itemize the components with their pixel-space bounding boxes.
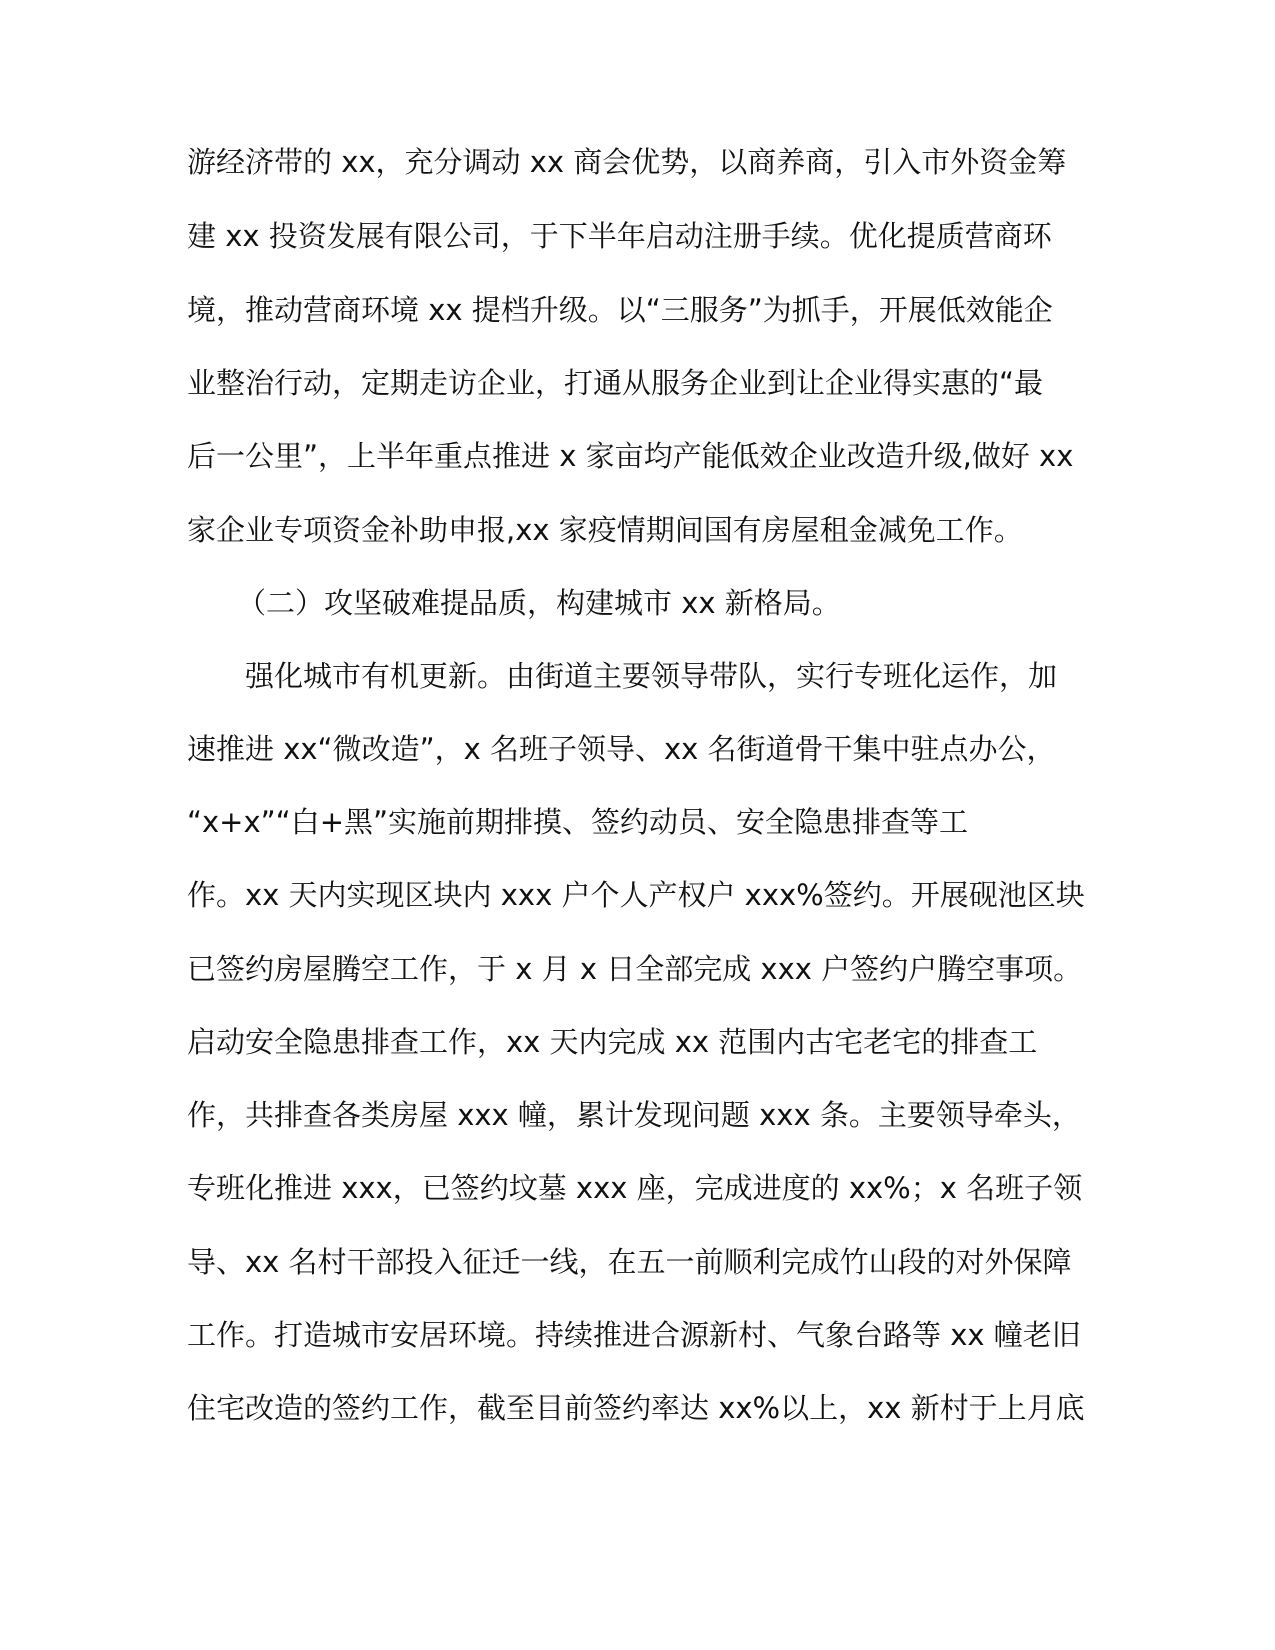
text-line-11: 作。xx 天内实现区块内 xxx 户个人产权户 xxx%签约。开展砚池区块 [187,878,1085,912]
text-line-2: 建 xx 投资发展有限公司，于下半年启动注册手续。优化提质营商环 [187,219,1052,253]
text-line-6: 家企业专项资金补助申报,xx 家疫情期间国有房屋租金减免工作。 [187,513,1023,547]
text-line-10: “x+x”“白+黑”实施前期排摸、签约动员、安全隐患排查等工 [187,805,969,839]
text-line-14: 作，共排查各类房屋 xxx 幢，累计发现问题 xxx 条。主要领导牵头， [187,1098,1081,1132]
text-line-18: 住宅改造的签约工作，截至目前签约率达 xx%以上，xx 新村于上月底 [187,1391,1085,1425]
text-line-16: 导、xx 名村干部投入征迁一线，在五一前顺利完成竹山段的对外保障 [187,1245,1072,1279]
text-line-9: 速推进 xx“微改造”，x 名班子领导、xx 名街道骨干集中驻点办公， [187,732,1056,766]
text-line-8: 强化城市有机更新。由街道主要领导带队，实行专班化运作，加 [245,659,1058,693]
text-line-13: 启动安全隐患排查工作，xx 天内完成 xx 范围内古宅老宅的排查工 [187,1025,1038,1059]
text-line-1: 游经济带的 xx，充分调动 xx 商会优势，以商养商，引入市外资金筹 [187,145,1067,179]
text-line-3: 境，推动营商环境 xx 提档升级。以“三服务”为抓手，开展低效能企 [187,293,1053,327]
text-line-4: 业整治行动，定期走访企业，打通从服务企业到让企业得实惠的“最 [187,366,1044,400]
text-line-12: 已签约房屋腾空工作，于 x 月 x 日全部完成 xxx 户签约户腾空事项。 [187,952,1083,986]
text-line-17: 工作。打造城市安居环境。持续推进合源新村、气象台路等 xx 幢老旧 [187,1318,1081,1352]
section-heading: （二）攻坚破难提品质，构建城市 xx 新格局。 [237,586,841,620]
text-line-5: 后一公里”，上半年重点推进 x 家亩均产能低效企业改造升级,做好 xx [187,439,1074,473]
text-line-15: 专班化推进 xxx，已签约坟墓 xxx 座，完成进度的 xx%；x 名班子领 [187,1171,1083,1205]
